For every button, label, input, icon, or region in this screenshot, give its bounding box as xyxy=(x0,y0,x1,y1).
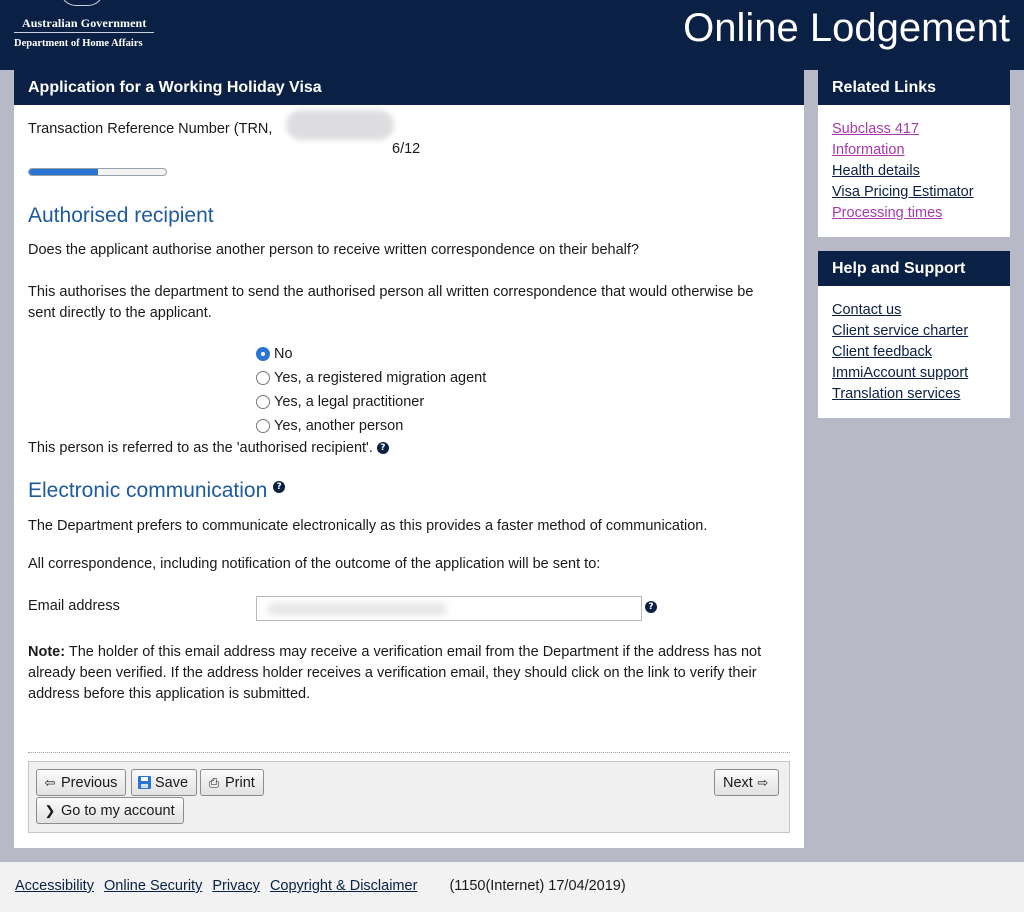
electronic-communication-title: Electronic communication xyxy=(28,479,268,502)
previous-label: Previous xyxy=(61,774,118,791)
radio-option-another-person[interactable] xyxy=(256,414,486,438)
application-panel xyxy=(14,70,804,848)
note-label: Note: xyxy=(28,644,66,660)
link-immiaccount-support[interactable]: ImmiAccount support xyxy=(832,365,969,381)
coat-of-arms-icon xyxy=(60,0,104,6)
authorise-explanation: This authorises the department to send the authorised person all written correspondence that would otherwise be sent directly to the applicant. xyxy=(28,284,754,321)
radio-option-legal-practitioner[interactable] xyxy=(256,390,486,414)
department-name: Department of Home Affairs xyxy=(14,38,143,49)
progress-bar xyxy=(28,168,167,176)
link-processing-times[interactable]: Processing times xyxy=(832,205,943,221)
link-subclass-417[interactable]: Subclass 417 xyxy=(832,121,920,137)
help-links-list xyxy=(818,286,1010,415)
navigation-button-bar xyxy=(28,761,790,833)
email-label: Email address xyxy=(28,598,120,614)
verification-note xyxy=(28,642,788,705)
link-privacy[interactable]: Privacy xyxy=(212,878,260,894)
floppy-disk-icon xyxy=(138,776,151,789)
electronic-communication-heading xyxy=(28,479,285,503)
australian-government-logo[interactable] xyxy=(14,0,154,60)
radio-button[interactable] xyxy=(256,371,270,385)
site-header xyxy=(0,0,1024,70)
arrow-left-icon: ⇦ xyxy=(44,774,56,790)
radio-option-migration-agent[interactable] xyxy=(256,366,486,390)
link-accessibility[interactable]: Accessibility xyxy=(15,878,94,894)
divider xyxy=(28,752,790,753)
chevron-right-icon: ❯ xyxy=(44,802,56,818)
link-information[interactable]: Information xyxy=(832,142,905,158)
related-links-panel xyxy=(818,70,1010,237)
footer-links xyxy=(15,878,626,894)
authorised-recipient-radio-group xyxy=(256,342,486,438)
account-label: Go to my account xyxy=(61,802,175,819)
help-icon[interactable]: ? xyxy=(377,442,389,454)
email-field[interactable] xyxy=(256,596,642,621)
link-client-feedback[interactable]: Client feedback xyxy=(832,344,932,360)
print-button[interactable] xyxy=(200,769,264,796)
help-icon[interactable]: ? xyxy=(273,481,285,493)
radio-button[interactable] xyxy=(256,419,270,433)
email-value-redacted xyxy=(267,603,447,615)
radio-label: No xyxy=(274,346,293,362)
go-to-account-button[interactable] xyxy=(36,797,184,824)
save-button[interactable] xyxy=(131,769,197,796)
link-client-service-charter[interactable]: Client service charter xyxy=(832,323,969,339)
previous-button[interactable] xyxy=(36,769,126,796)
printer-icon: ⎙ xyxy=(208,774,220,790)
help-icon[interactable]: ? xyxy=(645,601,657,613)
authorised-recipient-note xyxy=(28,438,389,459)
print-label: Print xyxy=(225,774,255,791)
related-links-title: Related Links xyxy=(818,70,1010,105)
note-text: The holder of this email address may receive a verification email from the Department if the address has not already been verified. If the address holder receives a verification email, they should click on the link to verify their address before this application is submitted. xyxy=(28,644,762,702)
next-label: Next xyxy=(723,774,753,791)
link-visa-pricing-estimator[interactable]: Visa Pricing Estimator xyxy=(832,184,974,200)
application-title: Application for a Working Holiday Visa xyxy=(14,70,804,105)
help-support-panel xyxy=(818,251,1010,418)
trn-value-redacted xyxy=(286,110,394,140)
page-footer xyxy=(0,862,1024,912)
version-info: (1150(Internet) 17/04/2019) xyxy=(449,878,626,894)
electronic-preference-text: The Department prefers to communicate electronically as this provides a faster method of communication. xyxy=(28,518,708,534)
authorised-recipient-heading: Authorised recipient xyxy=(28,204,214,227)
radio-button[interactable] xyxy=(256,395,270,409)
related-links-list xyxy=(818,105,1010,234)
link-copyright-disclaimer[interactable]: Copyright & Disclaimer xyxy=(269,878,418,894)
help-support-title: Help and Support xyxy=(818,251,1010,286)
radio-option-no[interactable] xyxy=(256,342,486,366)
logo-divider xyxy=(14,32,154,33)
correspondence-text: All correspondence, including notification of the outcome of the application will be sent to: xyxy=(28,556,601,572)
trn-label: Transaction Reference Number (TRN, xyxy=(28,121,273,137)
authorise-question: Does the applicant authorise another person to receive written correspondence on their behalf? xyxy=(28,242,639,258)
referred-note-text: This person is referred to as the 'authorised recipient'. xyxy=(28,440,373,456)
link-health-details[interactable]: Health details xyxy=(832,163,920,179)
progress-step: 6/12 xyxy=(392,141,421,157)
radio-label: Yes, a legal practitioner xyxy=(274,394,425,410)
radio-label: Yes, another person xyxy=(274,418,404,434)
link-contact-us[interactable]: Contact us xyxy=(832,302,902,318)
page-title: Online Lodgement xyxy=(683,6,1010,50)
save-label: Save xyxy=(155,774,189,791)
gov-name: Australian Government xyxy=(22,16,147,30)
arrow-right-icon: ⇨ xyxy=(757,774,769,790)
link-online-security[interactable]: Online Security xyxy=(104,878,203,894)
next-button[interactable] xyxy=(714,769,779,796)
radio-button[interactable] xyxy=(256,347,270,361)
link-translation-services[interactable]: Translation services xyxy=(832,386,961,402)
progress-fill xyxy=(29,169,98,175)
radio-label: Yes, a registered migration agent xyxy=(274,370,487,386)
